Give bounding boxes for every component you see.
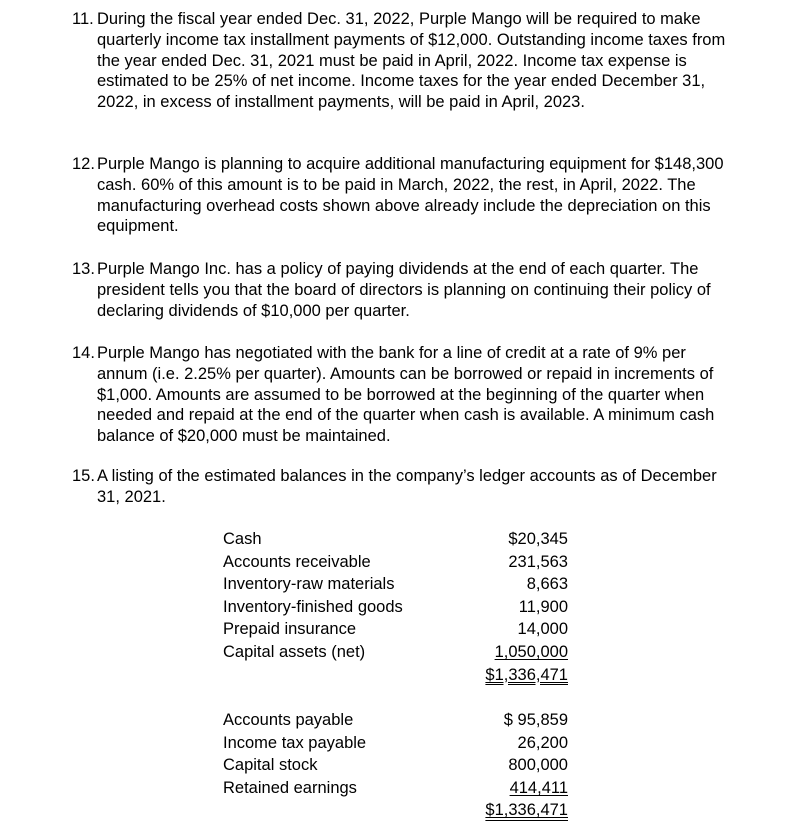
- liabilities-ledger-table: [223, 709, 568, 822]
- account-amount: 231,563: [508, 552, 568, 571]
- ledger-total-row: [223, 799, 568, 822]
- ledger-row: [223, 641, 568, 664]
- account-label: Inventory-finished goods: [223, 597, 403, 616]
- account-label: Inventory-raw materials: [223, 575, 395, 594]
- item-number: 12.: [72, 155, 95, 173]
- account-label: Capital assets (net): [223, 642, 366, 661]
- list-item-14: [72, 343, 732, 447]
- account-label: Cash: [223, 530, 262, 548]
- ledger-row: [223, 709, 568, 732]
- account-label: Capital stock: [223, 756, 318, 775]
- account-label: Accounts payable: [223, 711, 354, 729]
- item-text: Purple Mango is planning to acquire additional manufacturing equipment for $148,300 cash. 60% of this amount is to be paid in March, 2022, the rest, in April, 2022. The manufacturing overhead costs shown above already include the depreciation on this equipment.: [97, 155, 724, 236]
- ledger-row: [223, 596, 568, 619]
- item-text: A listing of the estimated balances in the company’s ledger accounts as of December 31, 2021.: [97, 467, 717, 506]
- item-number: 11.: [72, 10, 94, 28]
- ledger-total-row: [223, 664, 568, 687]
- account-label: Prepaid insurance: [223, 620, 356, 639]
- account-amount: 800,000: [508, 756, 568, 775]
- ledger-row: [223, 551, 568, 574]
- ledger-row: [223, 618, 568, 641]
- item-number: 14.: [72, 344, 95, 362]
- item-text: During the fiscal year ended Dec. 31, 2022, Purple Mango will be required to make quarterly income tax installment payments of $12,000. Outstanding income taxes from the year ended Dec. 31, 2021 must be paid in April, 2022. Income tax expense is estimated to be 25% of net income. Income taxes for the year ended December 31, 2022, in excess of installment payments, will be paid in April, 2023.: [97, 10, 726, 112]
- list-item-15: [72, 466, 732, 508]
- account-amount: 14,000: [517, 620, 568, 639]
- account-amount: $20,345: [508, 530, 568, 548]
- assets-total: $1,336,471: [485, 665, 568, 684]
- liabilities-total: $1,336,471: [485, 801, 568, 820]
- ledger-row: [223, 573, 568, 596]
- account-label: Income tax payable: [223, 733, 367, 752]
- ledger-row: [223, 528, 568, 551]
- item-text: Purple Mango has negotiated with the bank for a line of credit at a rate of 9% per annum (i.e. 2.25% per quarter). Amounts can be borrowed or repaid in increments of $1,000. Amounts are assumed to be borrowed at the beginning of the quarter when needed and repaid at the end of the quarter when cash is available. A minimum cash balance of $20,000 must be maintained.: [97, 344, 715, 446]
- account-label: Retained earnings: [223, 778, 357, 797]
- account-label: Accounts receivable: [223, 552, 371, 571]
- item-number: 15.: [72, 467, 95, 485]
- item-text: Purple Mango Inc. has a policy of paying dividends at the end of each quarter. The president tells you that the board of directors is planning on continuing their policy of declaring dividends of $10,000 per quarter.: [97, 260, 711, 320]
- list-item-12: [72, 154, 732, 237]
- ledger-row: [223, 732, 568, 755]
- assets-ledger-table: [223, 528, 568, 686]
- item-number: 13.: [72, 260, 95, 278]
- ledger-row: [223, 754, 568, 777]
- list-item-13: [72, 259, 732, 321]
- ledger-row: [223, 777, 568, 800]
- account-amount: 1,050,000: [494, 642, 568, 661]
- account-amount: 11,900: [518, 597, 568, 616]
- account-amount: 414,411: [509, 778, 568, 797]
- account-amount: $ 95,859: [503, 711, 568, 729]
- account-amount: 8,663: [526, 575, 568, 594]
- list-item-11: [72, 9, 732, 113]
- account-amount: 26,200: [517, 733, 568, 752]
